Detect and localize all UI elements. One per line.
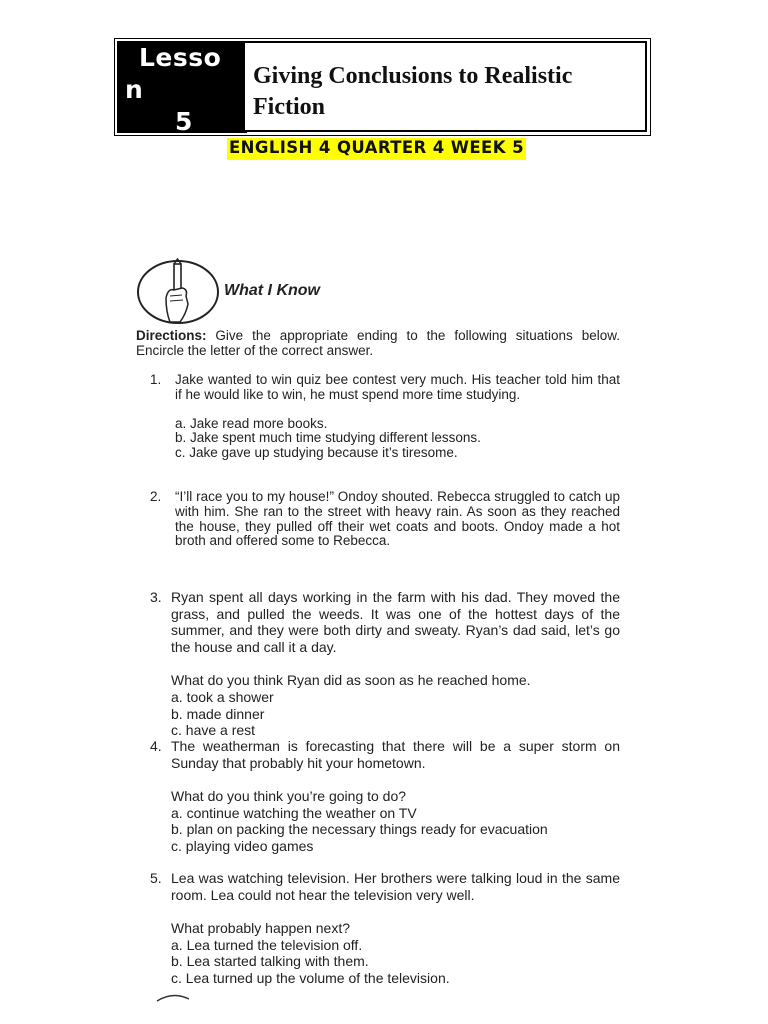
item-number: 5. (150, 870, 162, 886)
option-b: b. Jake spent much time studying different lessons. (175, 430, 481, 446)
question-item-1 (150, 373, 620, 461)
option-b: b. Lea started talking with them. (171, 953, 369, 970)
option-a: a. Jake read more books. (175, 415, 328, 431)
lesson-header (114, 38, 651, 136)
item-question: What do you think Ryan did as soon as he reached home. (171, 672, 531, 689)
section-heading: What I Know (224, 282, 320, 299)
option-a: a. took a shower (171, 688, 274, 705)
option-c: c. Lea turned up the volume of the television. (171, 969, 450, 986)
option-a: a. Lea turned the television off. (171, 936, 363, 953)
item-stem: Ryan spent all days working in the farm with his dad. They moved the grass, and pulled the weeds. It was one of the hottest days of the summer, and they were both dirty and sweaty. Ryan’s dad said, let’s go the house and call it a day. (171, 589, 620, 655)
item-number: 3. (150, 589, 162, 605)
item-stem: The weatherman is forecasting that there will be a super storm on Sunday that probably hit your hometown. (171, 738, 620, 771)
directions (136, 328, 620, 358)
lesson-label-line2: n (125, 75, 143, 104)
option-a: a. continue watching the weather on TV (171, 804, 417, 821)
question-item-4 (150, 738, 620, 855)
question-item-5 (150, 870, 620, 987)
question-item-3 (150, 589, 620, 739)
item-question: What probably happen next? (171, 920, 351, 937)
option-c: c. have a rest (171, 722, 256, 739)
lesson-number: 5 (175, 107, 193, 136)
item-question: What do you think you’re going to do? (171, 788, 407, 805)
option-c: c. playing video games (171, 837, 314, 854)
item-stem: “I’ll race you to my house!” Ondoy shouted. Rebecca struggled to catch up with him. She ran to the street with heavy rain. As soon as they reached the house, they pulled off their wet coats and boots. Ondoy made a hot broth and offered some to Rebecca. (175, 489, 620, 549)
option-b: b. plan on packing the necessary things ready for evacuation (171, 821, 548, 838)
lesson-label-line1: Lesso (139, 43, 222, 72)
item-number: 2. (150, 489, 162, 504)
item-number: 4. (150, 738, 162, 754)
directions-label: Directions: (136, 328, 207, 343)
option-c: c. Jake gave up studying because it’s tiresome. (175, 445, 458, 461)
question-item-2 (150, 490, 620, 549)
page-edge-arc (155, 990, 191, 1002)
lesson-number-box (117, 41, 247, 136)
item-stem: Jake wanted to win quiz bee contest very much. His teacher told him that if he would like to win, he must spend more time studying. (175, 372, 620, 402)
directions-text: Give the appropriate ending to the following situations below. Encircle the letter of the correct answer. (136, 328, 620, 358)
item-stem: Lea was watching television. Her brothers were talking loud in the same room. Lea could not hear the television very well. (171, 870, 620, 903)
option-b: b. made dinner (171, 705, 265, 722)
hand-with-pencil-icon (136, 258, 220, 326)
course-subtitle: ENGLISH 4 QUARTER 4 WEEK 5 (227, 138, 526, 160)
lesson-title-box (243, 41, 647, 132)
item-number: 1. (150, 372, 162, 387)
lesson-title: Giving Conclusions to Realistic Fiction (253, 63, 573, 120)
